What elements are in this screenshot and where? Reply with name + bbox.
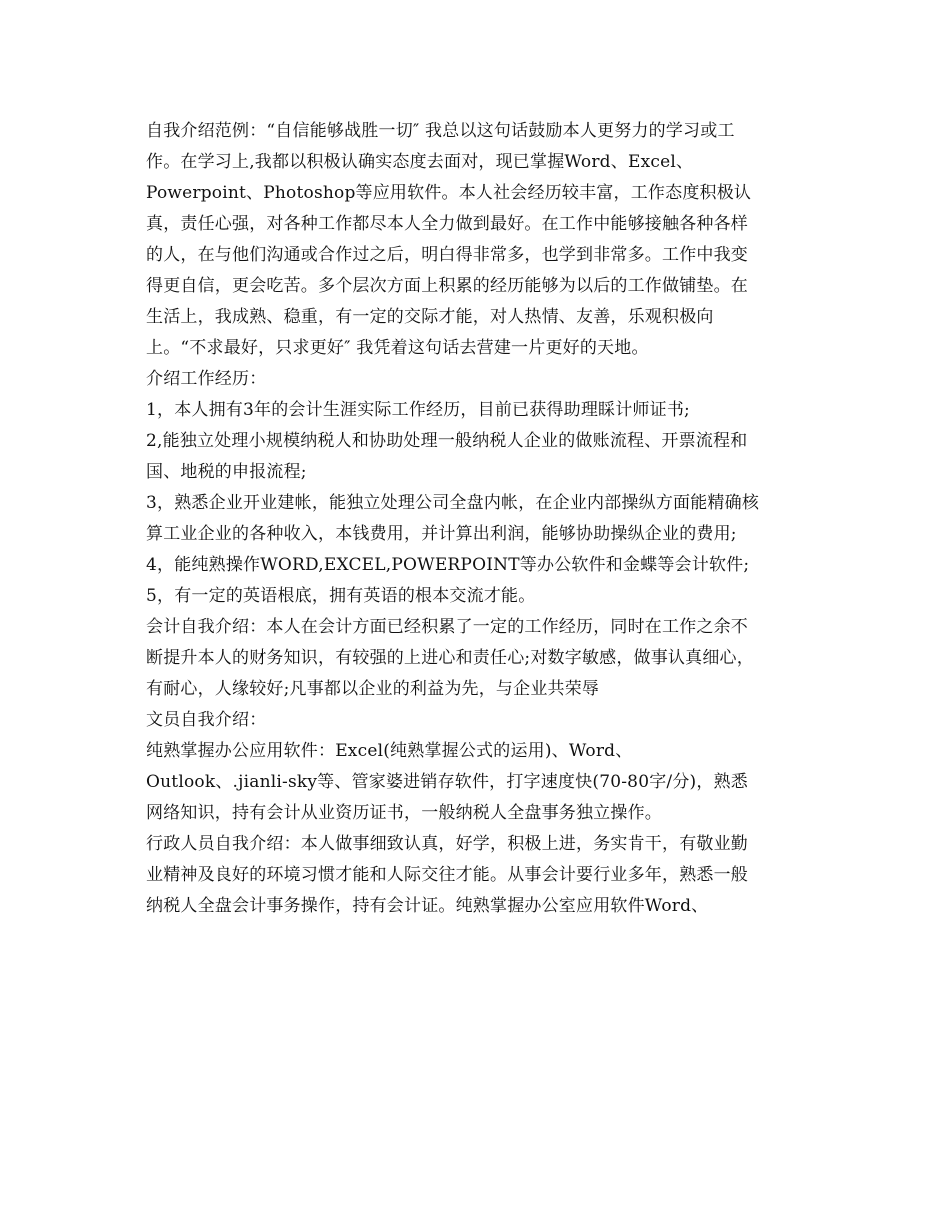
list-item: 3，熟悉企业开业建帐，能独立处理公司全盘内帐，在企业内部操纵方面能精确核	[146, 493, 760, 513]
text-line: 作。在学习上,我都以积极认确实态度去面对，现已掌握Word、Excel、	[146, 152, 694, 172]
text-line: 行政人员自我介绍：本人做事细致认真，好学，积极上进，务实肯干，有敬业勤	[146, 834, 748, 854]
text-line: 生活上，我成熟、稳重，有一定的交际才能，对人热情、友善，乐观积极向	[146, 307, 714, 327]
text-line: Outlook、.jianli-sky等、管家婆进销存软件，打字速度快(70-80字/分)，熟悉	[146, 772, 748, 792]
section-heading: 介绍工作经历：	[146, 369, 267, 389]
text-line: 的人，在与他们沟通或合作过之后，明白得非常多，也学到非常多。工作中我变	[146, 245, 748, 265]
text-line: Powerpoint、Photoshop等应用软件。本人社会经历较丰富，工作态度积极认	[146, 183, 752, 203]
text-line: 真，责任心强，对各种工作都尽本人全力做到最好。在工作中能够接触各种各样	[146, 214, 748, 234]
text-line: 自我介绍范例：“自信能够战胜一切″ 我总以这句话鼓励本人更努力的学习或工	[146, 121, 735, 141]
text-line: 上。“不求最好，只求更好″ 我凭着这句话去营建一片更好的天地。	[146, 338, 649, 358]
text-line: 纳税人全盘会计事务操作，持有会计证。纯熟掌握办公室应用软件Word、	[146, 896, 709, 916]
section-heading: 文员自我介绍：	[146, 710, 267, 730]
text-line: 纯熟掌握办公应用软件：Excel(纯熟掌握公式的运用)、Word、	[146, 741, 633, 761]
text-line: 得更自信，更会吃苦。多个层次方面上积累的经历能够为以后的工作做铺垫。在	[146, 276, 748, 296]
text-line: 算工业企业的各种收入，本钱费用，并计算出利润，能够协助操纵企业的费用;	[146, 524, 737, 544]
document-body	[146, 116, 816, 922]
list-item: 4，能纯熟操作WORD,EXCEL,POWERPOINT等办公软件和金蝶等会计软件;	[146, 555, 750, 575]
text-line: 国、地税的申报流程;	[146, 462, 307, 482]
text-line: 会计自我介绍：本人在会计方面已经积累了一定的工作经历，同时在工作之余不	[146, 617, 748, 637]
list-item: 2,能独立处理小规模纳税人和协助处理一般纳税人企业的做账流程、开票流程和	[146, 431, 748, 451]
text-line: 网络知识，持有会计从业资历证书，一般纳税人全盘事务独立操作。	[146, 803, 662, 823]
list-item: 5，有一定的英语根底，拥有英语的根本交流才能。	[146, 586, 536, 606]
text-line: 业精神及良好的环境习惯才能和人际交往才能。从事会计要行业多年，熟悉一般	[146, 865, 748, 885]
text-line: 断提升本人的财务知识，有较强的上进心和责任心;对数字敏感，做事认真细心，	[146, 648, 754, 668]
text-line: 有耐心，人缘较好;凡事都以企业的利益为先，与企业共荣辱	[146, 679, 600, 699]
list-item: 1，本人拥有3年的会计生涯实际工作经历，目前已获得助理睬计师证书;	[146, 400, 690, 420]
